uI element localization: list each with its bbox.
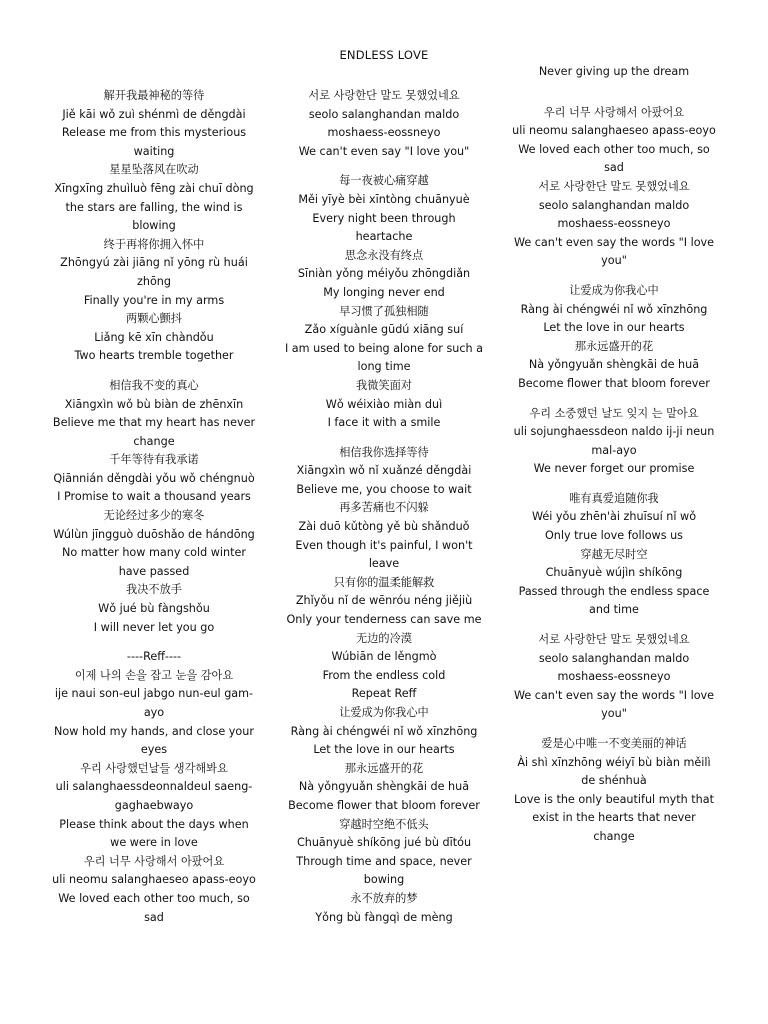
lyric-line: exist in the hearts that never — [532, 811, 696, 825]
lyric-line: leave — [368, 557, 400, 571]
lyric-line: 两颗心颤抖 — [126, 312, 182, 326]
lyric-line: the stars are falling, the wind is — [65, 200, 243, 214]
lyric-line: Chuānyuè wújìn shíkōng — [545, 566, 683, 580]
stanza-gap — [498, 93, 730, 104]
lyric-line: Měi yīyè bèi xīntòng chuānyuè — [298, 192, 470, 206]
lyric-line: Two hearts tremble together — [74, 349, 234, 363]
page-title: ENDLESS LOVE — [339, 48, 429, 62]
lyric-line: ayo — [143, 706, 165, 719]
lyric-line: zhōng — [137, 274, 171, 288]
stanza-gap — [498, 271, 730, 282]
lyric-line: you" — [601, 707, 627, 721]
stanza-gap — [268, 161, 500, 172]
lyric-line: de shénhuà — [581, 774, 647, 788]
lyric-line: ije naui son-eul jabgo nun-eul gam- — [54, 687, 254, 701]
lyric-line: bowing — [363, 873, 405, 887]
lyric-line: 每一夜被心痛穿越 — [339, 174, 429, 188]
lyric-line: 星星坠落风在吹动 — [109, 163, 199, 177]
lyric-line: 只有你的温柔能解救 — [333, 575, 435, 589]
lyric-line: From the endless cold — [322, 668, 446, 682]
lyric-line: 让爱成为你我心中 — [569, 283, 659, 297]
lyric-line: Sīniàn yǒng méiyǒu zhōngdiǎn — [297, 267, 471, 281]
lyric-line: Believe me that my heart has never — [52, 416, 256, 430]
lyric-line: Finally you're in my arms — [83, 293, 225, 307]
stanza-gap — [498, 82, 730, 93]
lyric-line: seolo salanghandan maldo — [538, 198, 690, 212]
lyric-line: moshaess-eossneyo — [327, 126, 441, 140]
lyric-line: Become flower that bloom forever — [288, 798, 480, 812]
stanza-gap — [498, 479, 730, 490]
lyric-line: ----Reff---- — [126, 650, 182, 664]
lyric-line: Love is the only beautiful myth that — [514, 792, 714, 806]
stanza-gap — [38, 637, 270, 648]
lyric-line: 再多苦痛也不闪躲 — [339, 501, 429, 515]
lyric-line: Wúlùn jīngguò duōshǎo de hándōng — [53, 527, 255, 541]
lyric-line: change — [593, 829, 635, 843]
lyric-line: 我决不放手 — [126, 583, 182, 597]
stanza-gap — [498, 620, 730, 631]
lyric-line: Become flower that bloom forever — [518, 376, 710, 390]
lyric-line: 那永远盛开的花 — [344, 761, 424, 775]
lyric-line: I face it with a smile — [327, 416, 441, 430]
lyric-line: We can't even say "I love you" — [298, 144, 470, 158]
lyric-line: 우리 소중했던 날도 잊지 는 말아요 — [529, 406, 699, 420]
lyric-line: long time — [357, 360, 411, 374]
lyric-line: My longing never end — [323, 285, 445, 299]
lyric-line: Through time and space, never — [296, 854, 472, 868]
lyric-line: Xīngxīng zhuìluò fēng zài chuī dòng — [54, 181, 254, 195]
lyric-line: uli salanghaessdeonnaldeul saeng- — [55, 780, 253, 794]
lyric-line: We loved each other too much, so — [58, 891, 250, 905]
lyric-line: 唯有真爱追随你我 — [569, 491, 659, 505]
lyrics-column-1 — [38, 87, 270, 927]
lyric-line: Zhǐyǒu nǐ de wēnróu néng jiějiù — [295, 594, 473, 608]
lyric-line: Passed through the endless space — [518, 584, 710, 598]
lyric-line: 우리 너무 사랑해서 아팠어요 — [83, 854, 225, 868]
lyric-line: 서로 사랑한단 말도 못했었네요 — [538, 633, 690, 647]
lyric-line: 서로 사랑한단 말도 못했었네요 — [308, 89, 460, 102]
lyric-line: 永不放弃的梦 — [350, 891, 418, 905]
lyric-line: Even though it's painful, I won't — [295, 538, 473, 552]
lyric-line: Chuānyuè shíkōng jué bù dītóu — [296, 836, 472, 850]
lyric-line: We loved each other too much, so — [518, 142, 710, 156]
lyric-line: we were in love — [110, 836, 198, 850]
lyric-line: 相信我不变的真心 — [109, 378, 199, 392]
lyric-line: 서로 사랑한단 말도 못했었네요 — [538, 179, 690, 193]
lyric-line: 让爱成为你我心中 — [339, 706, 429, 719]
lyric-line: Wúbiān de lěngmò — [331, 650, 437, 664]
lyric-line: Only true love follows us — [544, 529, 683, 543]
lyric-line: uli neomu salanghaeseo apass-eoyo — [52, 873, 256, 887]
lyric-line: I Promise to wait a thousand years — [57, 490, 251, 504]
lyric-line: and time — [589, 603, 639, 617]
lyric-line: Liǎng kē xīn chàndǒu — [94, 330, 214, 344]
lyric-line: No matter how many cold winter — [62, 546, 246, 560]
lyric-line: Release me from this mysterious — [61, 126, 247, 140]
lyric-line: sad — [604, 161, 624, 175]
lyric-line: Wǒ wéixiào miàn duì — [325, 397, 443, 411]
lyric-line: waiting — [133, 144, 175, 158]
lyric-line: Nà yǒngyuǎn shèngkāi de huā — [298, 780, 470, 794]
lyric-line: Nà yǒngyuǎn shèngkāi de huā — [528, 358, 700, 372]
lyric-line: 相信我你选择等待 — [339, 445, 429, 459]
stanza-gap — [268, 433, 500, 444]
lyric-line: moshaess-eossneyo — [557, 217, 671, 231]
lyric-line: 穿越时空绝不低头 — [339, 817, 429, 831]
lyric-line: 우리 너무 사랑해서 아팠어요 — [543, 105, 685, 119]
lyric-line: 思念永没有终点 — [344, 248, 424, 262]
lyric-line: 우리 사랑했던날들 생각해봐요 — [80, 761, 228, 775]
lyric-line: Believe me, you choose to wait — [296, 482, 472, 496]
lyric-line: I will never let you go — [93, 620, 215, 634]
lyric-line: Zài duō kǔtòng yě bù shǎnduǒ — [298, 520, 470, 534]
lyric-line: blowing — [132, 219, 176, 233]
lyric-line: Qiānnián děngdài yǒu wǒ chéngnuò — [53, 471, 255, 485]
lyric-line: gaghaebwayo — [114, 798, 194, 812]
lyric-line: Please think about the days when — [59, 817, 249, 831]
lyric-line: Jiě kāi wǒ zuì shénmì de děngdài — [62, 107, 246, 121]
stanza-gap — [498, 724, 730, 735]
lyric-line: 那永远盛开的花 — [574, 339, 654, 353]
lyric-line: I am used to being alone for such a — [284, 341, 484, 355]
lyric-line: mal-ayo — [591, 443, 637, 457]
lyric-line: uli neomu salanghaeseo apass-eoyo — [512, 124, 716, 138]
lyric-line: 无边的冷漠 — [356, 631, 412, 645]
lyric-line: Xiāngxìn wǒ nǐ xuǎnzé děngdài — [296, 464, 472, 478]
lyric-line: Wéi yǒu zhēn'ài zhuīsuí nǐ wǒ — [531, 510, 697, 524]
lyric-line: you" — [601, 254, 627, 268]
lyric-line: 千年等待有我承诺 — [109, 453, 199, 467]
lyric-line: Yǒng bù fàngqì de mèng — [315, 910, 453, 924]
lyric-line: 穿越无尽时空 — [580, 547, 648, 561]
lyric-line: Let the love in our hearts — [543, 321, 685, 335]
stanza-gap — [498, 394, 730, 405]
lyric-line: Ràng ài chéngwéi nǐ wǒ xīnzhōng — [290, 724, 478, 738]
lyric-line: 我微笑面对 — [356, 378, 412, 392]
lyric-line: Now hold my hands, and close your — [54, 724, 254, 738]
lyric-line: heartache — [355, 230, 413, 244]
lyric-line: have passed — [118, 564, 190, 578]
lyric-line: sad — [144, 910, 164, 924]
lyric-line: 无论经过多少的寒冬 — [103, 509, 205, 523]
lyric-line: seolo salanghandan maldo — [538, 651, 690, 665]
lyric-line: Every night been through — [312, 211, 456, 225]
lyric-line: Xiāngxìn wǒ bù biàn de zhēnxīn — [64, 397, 244, 411]
lyric-line: moshaess-eossneyo — [557, 670, 671, 684]
stanza-gap — [38, 366, 270, 377]
lyric-line: seolo salanghandan maldo — [308, 107, 460, 121]
lyrics-column-3 — [498, 63, 730, 847]
lyric-line: We never forget our promise — [533, 462, 695, 476]
lyric-line: uli sojunghaessdeon naldo ij-ji neun — [513, 425, 715, 439]
lyric-line: Repeat Reff — [351, 687, 417, 701]
lyric-line: Only your tenderness can save me — [286, 613, 482, 627]
lyric-line: We can't even say the words "I love — [513, 235, 715, 249]
lyric-line: Ài shì xīnzhōng wéiyī bù biàn měilì — [517, 755, 711, 769]
lyric-line: 이제 나의 손을 잡고 눈을 감아요 — [74, 668, 234, 682]
lyric-line: 终于再将你拥入怀中 — [103, 237, 205, 251]
lyric-line: eyes — [140, 743, 168, 757]
lyric-line: Ràng ài chéngwéi nǐ wǒ xīnzhōng — [520, 302, 708, 316]
lyric-line: Let the love in our hearts — [313, 743, 455, 757]
lyrics-column-2 — [268, 87, 500, 927]
lyric-line: Wǒ jué bù fàngshǒu — [98, 602, 210, 616]
lyric-line: 早习惯了孤独相随 — [339, 304, 429, 318]
lyric-line: 解开我最神秘的等待 — [103, 89, 205, 102]
lyric-line: 爱是心中唯一不变美丽的神话 — [541, 737, 687, 750]
lyric-line: Never giving up the dream — [538, 65, 690, 78]
lyric-line: Zǎo xíguànle gūdú xiāng suí — [304, 323, 464, 337]
lyric-line: We can't even say the words "I love — [513, 688, 715, 702]
lyric-line: change — [133, 434, 175, 448]
lyric-line: Zhōngyú zài jiāng nǐ yōng rù huái — [60, 256, 248, 270]
